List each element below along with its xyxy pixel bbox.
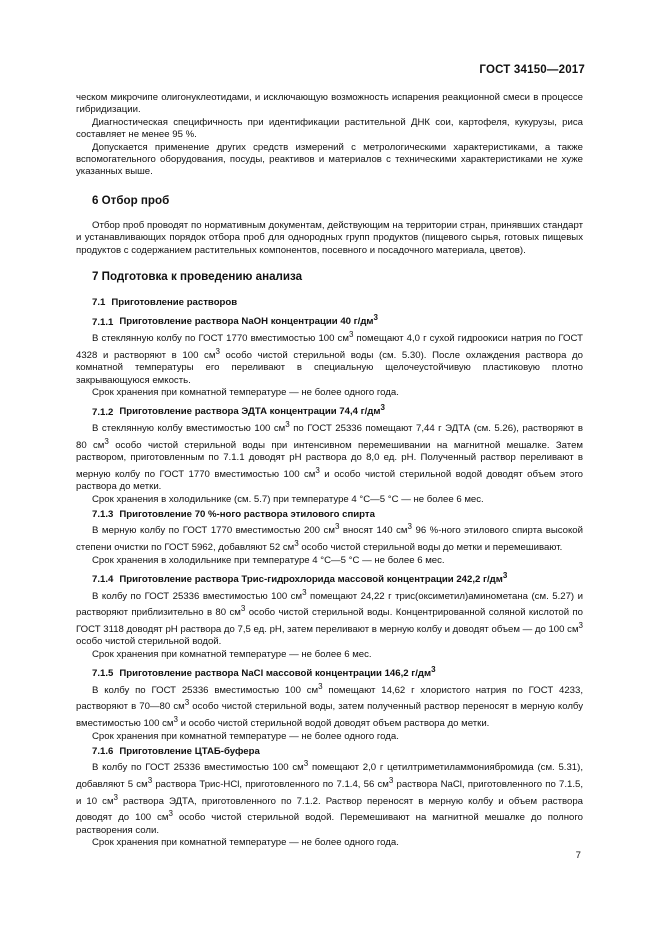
- paragraph: В колбу по ГОСТ 25336 вместимостью 100 $см^3$ помещают 24,22 г трис(оксиметил)аминометана (см. 5.27) и растворяют приблизительно в 80 $см^3$ особо чистой стерильной воды. Концентрированной соляной кислотой по ГОСТ 3118 доводят рН раствора до 7,5 ед. рН, затем переливают в мерную колбу и доводят объем — до 100 $см^3$ особо чистой стерильной водой.: [76, 587, 584, 648]
- paragraph: Срок хранения в холодильнике при температуре 4 °С—5 °С — не более 6 мес.: [92, 554, 445, 566]
- paragraph: Срок хранения при комнатной температуре — не более 6 мес.: [92, 648, 372, 660]
- page-number: 7: [575, 850, 581, 861]
- paragraph: Срок хранения при комнатной температуре — не более одного года.: [92, 730, 399, 742]
- subsection-heading-7-1-1: 7.1.1 Приготовление раствора NaOH концентрации 40 $г/дм^3$: [92, 313, 378, 328]
- subsection-heading-7-1-2: 7.1.2 Приготовление раствора ЭДТА концентрации 74,4 $г/дм^3$: [92, 403, 385, 418]
- paragraph: Допускается применение других средств измерений с метрологическими характеристиками, а также вспомогательного оборудования, посуды, реактивов и материалов с техническими характеристиками не хуже указанных выше.: [76, 141, 583, 178]
- section-heading-7: 7 Подготовка к проведению анализа: [92, 270, 303, 284]
- subsection-heading-7-1-3: 7.1.3 Приготовление 70 %-ного раствора этилового спирта: [92, 509, 375, 521]
- paragraph: В стеклянную колбу по ГОСТ 1770 вместимостью 100 $см^3$ помещают 4,0 г сухой гидроокиси натрия по ГОСТ 4328 и растворяют в 100 $см^3$ особо чистой стерильной воды (см. 5.30). После охлаждения раствора до комнатной температуры его переливают в специальную щелочеустойчивую пластиковую плотно закрывающуюся емкость.: [76, 330, 583, 386]
- subsection-heading-7-1-4: 7.1.4 Приготовление раствора Трис-гидрохлорида массовой концентрации 242,2 $г/дм^3$: [92, 571, 508, 586]
- paragraph: В стеклянную колбу вместимостью 100 $см^3$ по ГОСТ 25336 помещают 7,44 г ЭДТА (см. 5.26), растворяют в 80 $см^3$ особо чистой стерильной воды при интенсивном перемешивании на магнитной мешалке. Затем раствором, приготовленным по 7.1.1 доводят рН раствора до 8,0 ед. рН. Полученный раствор переливают в мерную колбу по ГОСТ 1770 вместимостью 100 $см^3$ и особо чистой стерильной водой доводят объем этого раствора до метки.: [76, 420, 584, 493]
- paragraph: Срок хранения в холодильнике (см. 5.7) при температуре 4 °С—5 °С — не более 6 мес.: [92, 493, 484, 505]
- subsection-heading-7-1-6: 7.1.6 Приготовление ЦТАБ-буфера: [92, 746, 260, 758]
- section-heading-6: 6 Отбор проб: [92, 193, 170, 207]
- paragraph: В мерную колбу по ГОСТ 1770 вместимостью 200 $см^3$ вносят 140 $см^3$ 96 %-ного этилового спирта высокой степени очистки по ГОСТ 5962, добавляют 52 $см^3$ особо чистой стерильной воды до метки и перемешивают.: [76, 522, 583, 554]
- document-body: [76, 92, 583, 850]
- paragraph: В колбу по ГОСТ 25336 вместимостью 100 $см^3$ помещают 2,0 г цетилтриметиламмониябромида (см. 5.31), добавляют 5 $см^3$ раствора Трис-HCl, приготовленного по 7.1.4, 56 $см^3$ раствора NaCl, приготовленного по 7.1.5, и 10 $см^3$ раствора ЭДТА, приготовленного по 7.1.2. Раствор переносят в мерную колбу и объем раствора доводят до 100 $см^3$ особо чистой стерильной водой. Перемешивают на магнитной мешалке до полного растворения соли.: [76, 759, 583, 836]
- subsection-heading-7-1: 7.1 Приготовление растворов: [92, 297, 238, 309]
- paragraph: Срок хранения при комнатной температуре — не более одного года.: [92, 387, 399, 399]
- paragraph: В колбу по ГОСТ 25336 вместимостью 100 $см^3$ помещают 14,62 г хлористого натрия по ГОСТ 4233, растворяют в 70—80 $см^3$ особо чистой стерильной воды, затем полученный раствор переносят в мерную колбу вместимостью 100 $см^3$ и особо чистой стерильной водой доводят объем раствора до метки.: [76, 681, 583, 730]
- paragraph: ческом микрочипе олигонуклеотидами, и исключающую возможность испарения реакционной смеси в процессе гибридизации.: [76, 92, 583, 116]
- subsection-heading-7-1-5: 7.1.5 Приготовление раствора NaCl массовой концентрации 146,2 $г/дм^3$: [92, 665, 436, 680]
- paragraph: Диагностическая специфичность при идентификации растительной ДНК сои, картофеля, кукурузы, риса составляет не менее 95 %.: [76, 116, 583, 141]
- paragraph: Отбор проб проводят по нормативным документам, действующим на территории стран, принявших стандарт и устанавливающих порядок отбора проб для однородных групп продуктов (пищевого сырья, готовых пищевых продуктов с содержанием растительных компонентов, посевного и посадочного материала, цветов).: [76, 219, 583, 256]
- document-header: ГОСТ 34150—2017: [479, 64, 585, 76]
- paragraph: Срок хранения при комнатной температуре — не более одного года.: [92, 837, 399, 849]
